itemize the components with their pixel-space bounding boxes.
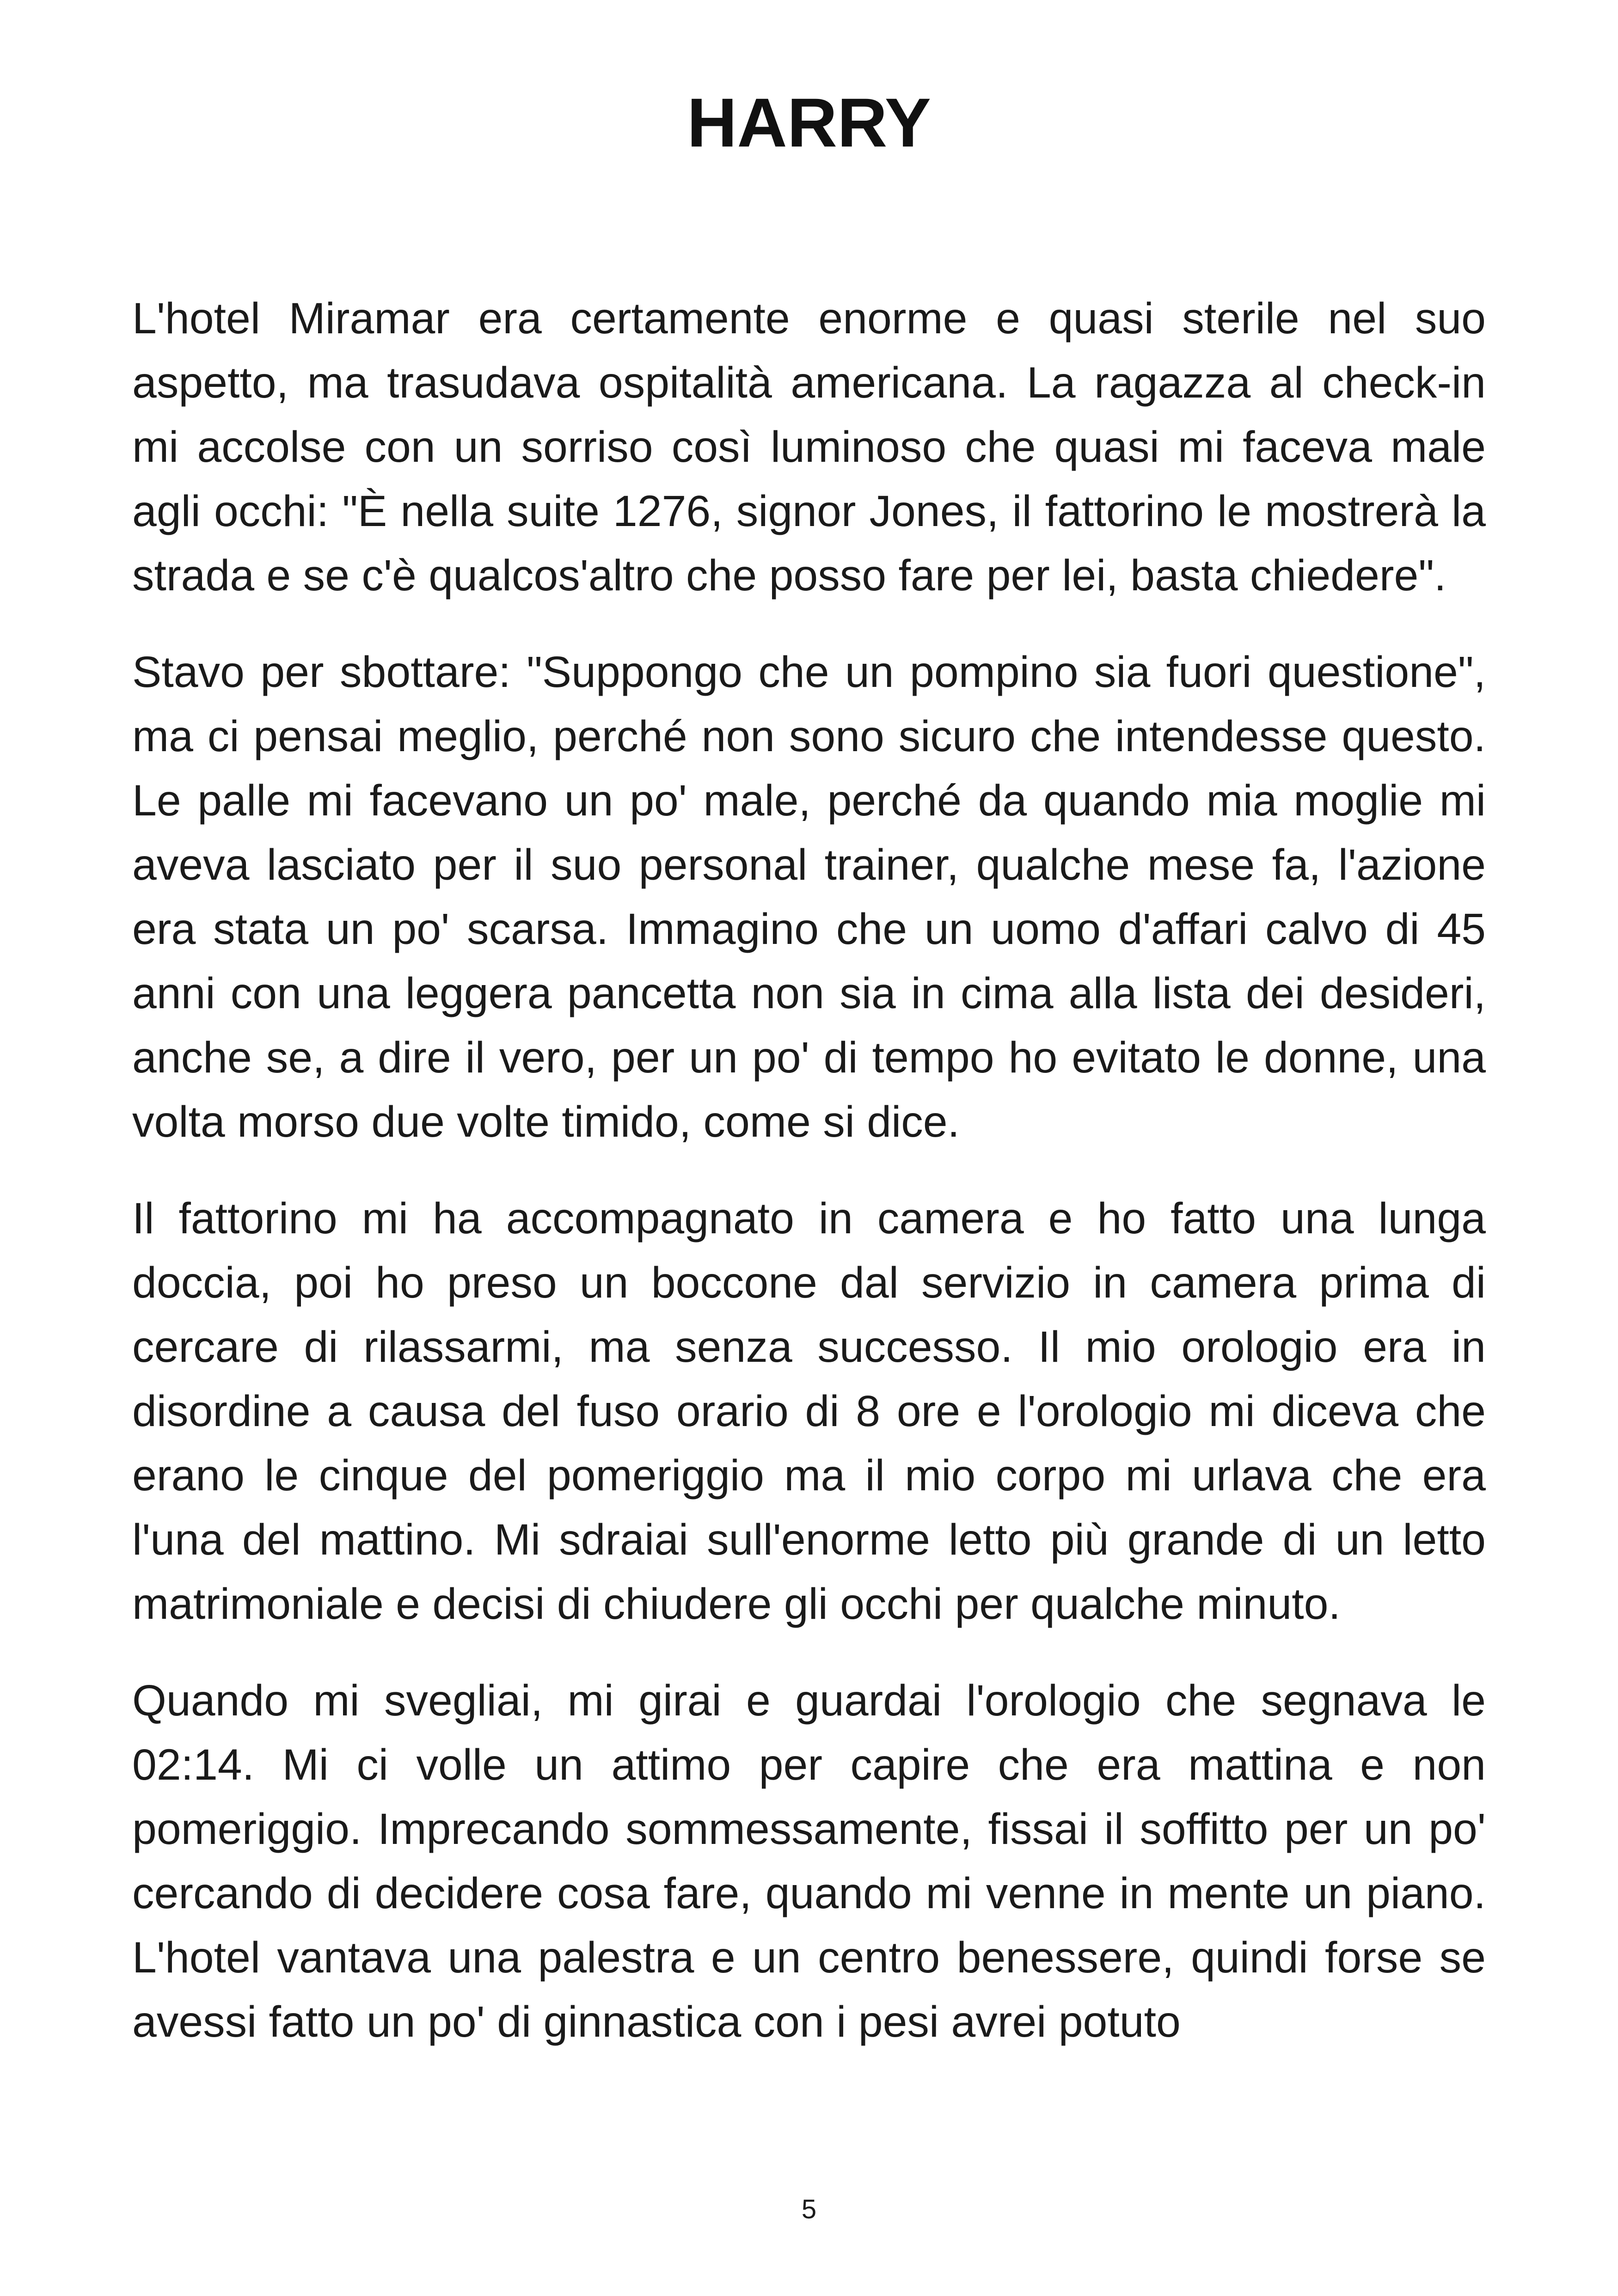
paragraph-4: Quando mi svegliai, mi girai e guardai l'orologio che segnava le 02:14. Mi ci volle un attimo per capire che era mattina e non pomeriggio. Imprecando sommessamente, fissai il soffitto per un po' cercando di decidere cosa fare, quando mi venne in mente un piano. L'hotel vantava una palestra e un centro benessere, quindi forse se avessi fatto un po' di ginnastica con i pesi avrei potuto	[132, 1676, 1486, 2046]
paragraph-3: Il fattorino mi ha accompagnato in camera e ho fatto una lunga doccia, poi ho preso un boccone dal servizio in camera prima di cercare di rilassarmi, ma senza successo. Il mio orologio era in disordine a causa del fuso orario di 8 ore e l'orologio mi diceva che erano le cinque del pomeriggio ma il mio corpo mi urlava che era l'una del mattino. Mi sdraiai sull'enorme letto più grande di un letto matrimoniale e decisi di chiudere gli occhi per qualche minuto.	[132, 1194, 1486, 1629]
chapter-body	[132, 287, 1486, 2087]
page-number: 5	[801, 2194, 817, 2224]
chapter-title: HARRY	[687, 84, 931, 161]
paragraph-1: L'hotel Miramar era certamente enorme e quasi sterile nel suo aspetto, ma trasudava ospitalità americana. La ragazza al check-in mi accolse con un sorriso così luminoso che quasi mi faceva male agli occhi: "È nella suite 1276, signor Jones, il fattorino le mostrerà la strada e se c'è qualcos'altro che posso fare per lei, basta chiedere".	[132, 294, 1486, 600]
paragraph-2: Stavo per sbottare: "Suppongo che un pompino sia fuori questione", ma ci pensai meglio, perché non sono sicuro che intendesse questo. Le palle mi facevano un po' male, perché da quando mia moglie mi aveva lasciato per il suo personal trainer, qualche mese fa, l'azione era stata un po' scarsa. Immagino che un uomo d'affari calvo di 45 anni con una leggera pancetta non sia in cima alla lista dei desideri, anche se, a dire il vero, per un po' di tempo ho evitato le donne, una volta morso due volte timido, come si dice.	[132, 648, 1486, 1146]
